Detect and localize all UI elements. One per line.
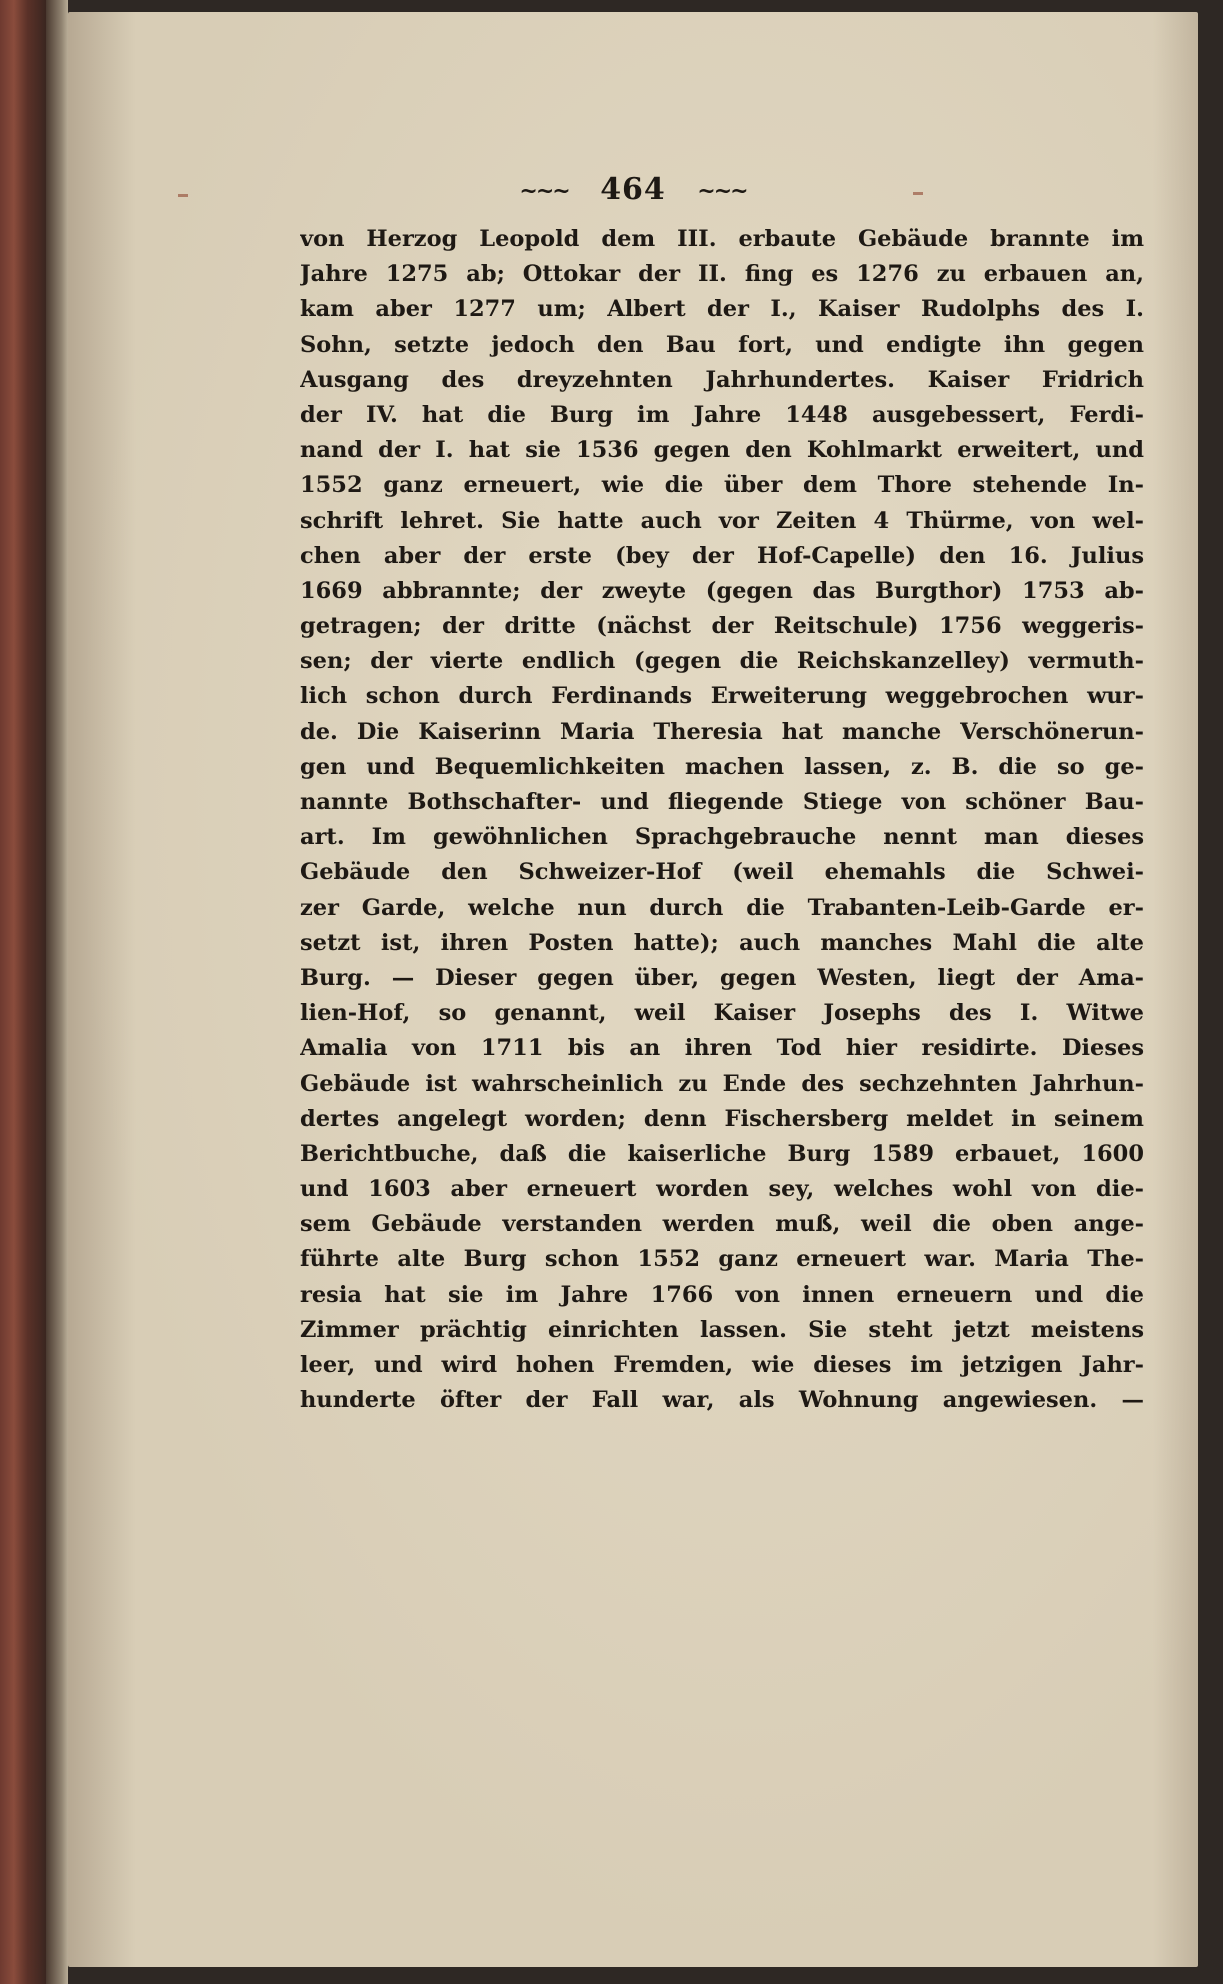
text-line: art. Im gewöhnlichen Sprachgebrauche nennt man dieses <box>300 824 1144 851</box>
text-line: 1552 ganz erneuert, wie die über dem Thore stehende In- <box>300 472 1144 499</box>
text-line: 1669 abbrannte; der zweyte (gegen das Burgthor) 1753 ab- <box>300 577 1144 604</box>
text-line: sem Gebäude verstanden werden muß, weil die oben ange- <box>300 1211 1144 1238</box>
text-line: nannte Bothschafter- und fliegende Stiege von schöner Bau- <box>300 789 1144 815</box>
book-page <box>68 12 1198 1967</box>
text-line: sen; der vierte endlich (gegen die Reichskanzelley) vermuth- <box>300 648 1144 675</box>
text-line: chen aber der erste (bey der Hof-Capelle) den 16. Julius <box>300 542 1144 569</box>
text-line: Jahre 1275 ab; Ottokar der II. fing es 1276 zu erbauen an, <box>300 261 1144 288</box>
page-number: 464 <box>600 172 666 207</box>
text-line: von Herzog Leopold dem III. erbaute Gebäude brannte im <box>300 226 1144 252</box>
text-line: Zimmer prächtig einrichten lassen. Sie steht jetzt meistens <box>300 1316 1144 1343</box>
text-line: und 1603 aber erneuert worden sey, welches wohl von die- <box>300 1176 1144 1203</box>
text-line: Gebäude den Schweizer-Hof (weil ehemahls die Schwei- <box>300 859 1144 886</box>
text-line: dertes angelegt worden; denn Fischersberg meldet in seinem <box>300 1105 1144 1132</box>
book-gutter <box>46 0 68 1984</box>
text-line: Berichtbuche, daß die kaiserliche Burg 1589 erbauet, 1600 <box>300 1140 1144 1167</box>
text-line: zer Garde, welche nun durch die Trabanten-Leib-Garde er- <box>300 894 1144 921</box>
body-text <box>300 222 1144 1418</box>
text-line: leer, und wird hohen Fremden, wie dieses im jetzigen Jahr- <box>300 1352 1144 1378</box>
text-line: getragen; der dritte (nächst der Reitschule) 1756 weggeris- <box>300 613 1144 640</box>
text-line: Amalia von 1711 bis an ihren Tod hier residirte. Dieses <box>300 1035 1144 1062</box>
text-line: kam aber 1277 um; Albert der I., Kaiser Rudolphs des I. <box>300 296 1144 323</box>
text-line: resia hat sie im Jahre 1766 von innen erneuern und die <box>300 1281 1144 1308</box>
text-line: gen und Bequemlichkeiten machen lassen, z. B. die so ge- <box>300 753 1144 780</box>
text-line: der IV. hat die Burg im Jahre 1448 ausgebessert, Ferdi- <box>300 401 1144 428</box>
header-ornament-right: ~~~ <box>697 178 747 204</box>
page-header <box>68 172 1198 207</box>
text-line: de. Die Kaiserinn Maria Theresia hat manche Verschönerun- <box>300 718 1144 745</box>
left-page-edge <box>0 0 46 1984</box>
text-line: lien-Hof, so genannt, weil Kaiser Josephs des I. Witwe <box>300 1000 1144 1027</box>
text-line: Sohn, setzte jedoch den Bau fort, und endigte ihn gegen <box>300 331 1144 358</box>
text-line: schrift lehret. Sie hatte auch vor Zeiten 4 Thürme, von wel- <box>300 507 1144 534</box>
text-line: führte alte Burg schon 1552 ganz erneuert war. Maria The- <box>300 1246 1144 1273</box>
text-line: hunderte öfter der Fall war, als Wohnung angewiesen. — <box>300 1387 1144 1414</box>
header-ornament-left: ~~~ <box>519 178 569 204</box>
text-line: setzt ist, ihren Posten hatte); auch manches Mahl die alte <box>300 929 1144 956</box>
text-line: Ausgang des dreyzehnten Jahrhundertes. Kaiser Fridrich <box>300 366 1144 393</box>
text-line: lich schon durch Ferdinands Erweiterung weggebrochen wur- <box>300 683 1144 710</box>
text-line: Burg. — Dieser gegen über, gegen Westen, liegt der Ama- <box>300 964 1144 991</box>
text-line: nand der I. hat sie 1536 gegen den Kohlmarkt erweitert, und <box>300 437 1144 464</box>
text-line: Gebäude ist wahrscheinlich zu Ende des sechzehnten Jahrhun- <box>300 1070 1144 1097</box>
